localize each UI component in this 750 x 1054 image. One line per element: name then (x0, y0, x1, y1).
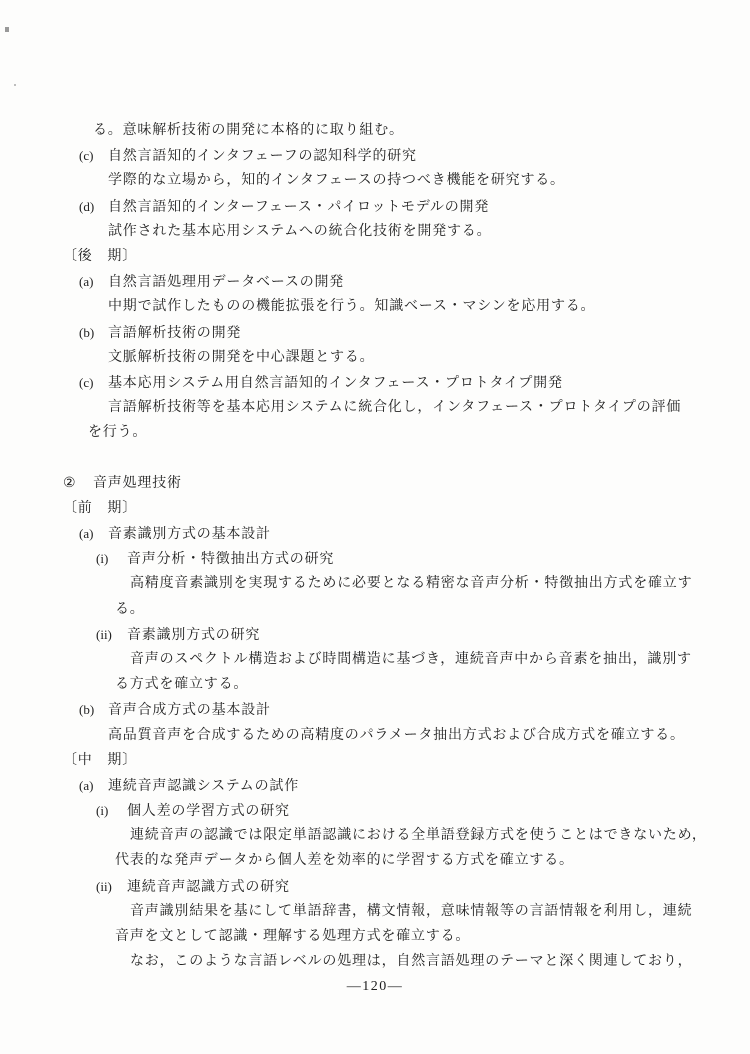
item-line (63, 874, 720, 899)
text-line (63, 823, 720, 848)
item-line (63, 320, 720, 345)
text-line (63, 420, 720, 445)
text-line (63, 672, 720, 697)
item-marker: (i) (96, 803, 109, 819)
line-text: 試作された基本応用システムへの統合化技術を開発する。 (108, 223, 492, 239)
line-text: 学際的な立場から，知的インタフェースの持つべき機能を研究する。 (108, 173, 565, 189)
text-line (63, 168, 720, 193)
item-marker: (b) (79, 324, 95, 340)
text-line (63, 345, 720, 370)
item-line (63, 697, 720, 722)
item-line (63, 194, 720, 219)
item-line (63, 471, 720, 496)
line-text: 高品質音声を合成するための高精度のパラメータ抽出方式および合成方式を確立する。 (108, 727, 685, 743)
line-text: 連続音声の認識では限定単語認識における全単語登録方式を使うことはできないため， (130, 828, 707, 844)
item-line (63, 798, 720, 823)
item-marker: (a) (79, 274, 94, 290)
line-text: 音声合成方式の基本設計 (108, 703, 271, 719)
line-text: 〔中 期〕 (63, 752, 137, 768)
item-marker: (ii) (96, 878, 112, 894)
item-marker: (d) (79, 198, 95, 214)
line-text: 連続音声認識方式の研究 (127, 879, 290, 895)
line-text: を行う。 (88, 425, 148, 441)
line-text: 音声識別結果を基にして単語辞書，構文情報，意味情報等の言語情報を利用し，連続 (130, 903, 693, 919)
text-line (63, 395, 720, 420)
text-line (63, 899, 720, 924)
item-line (63, 622, 720, 647)
line-text: 中期で試作したものの機能拡張を行う。知識ベース・マシンを応用する。 (108, 299, 596, 315)
line-text: る。意味解析技術の開発に本格的に取り組む。 (93, 123, 404, 138)
scan-artifact (5, 27, 9, 32)
item-marker: (c) (79, 374, 94, 390)
item-marker: (a) (79, 526, 94, 541)
item-marker: (b) (79, 702, 95, 718)
line-text: 自然言語知的インタフェーフの認知科学的研究 (108, 149, 417, 165)
text-line (63, 118, 720, 143)
line-text: 自然言語処理用データベースの開発 (108, 275, 345, 291)
line-text: 言語解析技術等を基本応用システムに統合化し，インタフェース・プロトタイプの評価 (108, 400, 682, 416)
text-line (63, 571, 720, 596)
text-line (63, 496, 720, 521)
item-line (63, 269, 720, 294)
text-line (63, 597, 720, 622)
line-text: 文脈解析技術の開発を中心課題とする。 (108, 349, 375, 365)
line-text: 音素識別方式の基本設計 (108, 527, 271, 542)
item-line (63, 370, 720, 395)
page-number: —120— (346, 979, 404, 994)
line-text: 連続音声認識システムの試作 (108, 778, 299, 794)
item-line (63, 143, 720, 168)
text-line (63, 294, 720, 319)
item-line (63, 521, 720, 546)
line-text: なお，このような言語レベルの処理は，自然言語処理のテーマと深く関連しており， (130, 954, 693, 970)
text-line (63, 723, 720, 748)
line-text: 〔前 期〕 (63, 500, 137, 516)
text-line (63, 219, 720, 244)
line-text: る。 (115, 601, 145, 617)
document-content (63, 118, 720, 974)
text-line (63, 244, 720, 269)
item-marker: (ii) (96, 626, 112, 642)
line-text: 代表的な発声データから個人差を効率的に学習する方式を確立する。 (115, 853, 574, 869)
line-text: 音声処理技術 (93, 475, 182, 491)
item-line (63, 546, 720, 571)
text-line (63, 924, 720, 949)
item-marker: (a) (79, 777, 94, 793)
text-line (63, 647, 720, 672)
line-text: 音素識別方式の研究 (127, 627, 261, 643)
line-text: 音声分析・特徴抽出方式の研究 (127, 552, 335, 568)
line-text: 〔後 期〕 (63, 248, 137, 264)
line-text: 自然言語知的インターフェース・パイロットモデルの開発 (108, 199, 490, 215)
blank-line (63, 445, 720, 470)
line-text: 個人差の学習方式の研究 (127, 804, 290, 820)
line-text: 高精度音素識別を実現するために必要となる精密な音声分析・特徴抽出方式を確立す (130, 576, 693, 592)
item-line (63, 773, 720, 798)
line-text: 基本応用システム用自然言語知的インタフェース・プロトタイプ開発 (108, 375, 563, 391)
scan-artifact (14, 84, 16, 86)
item-marker: (c) (79, 148, 94, 164)
text-line (63, 748, 720, 773)
text-line (63, 949, 720, 974)
line-text: 言語解析技術の開発 (108, 325, 242, 341)
text-line (63, 848, 720, 873)
line-text: 音声を文として認識・理解する処理方式を確立する。 (115, 929, 471, 944)
item-marker: (i) (96, 551, 109, 567)
line-text: る方式を確立する。 (115, 677, 249, 693)
item-marker: ② (63, 475, 76, 491)
line-text: 音声のスペクトル構造および時間構造に基づき，連続音声中から音素を抽出，識別す (130, 651, 692, 667)
